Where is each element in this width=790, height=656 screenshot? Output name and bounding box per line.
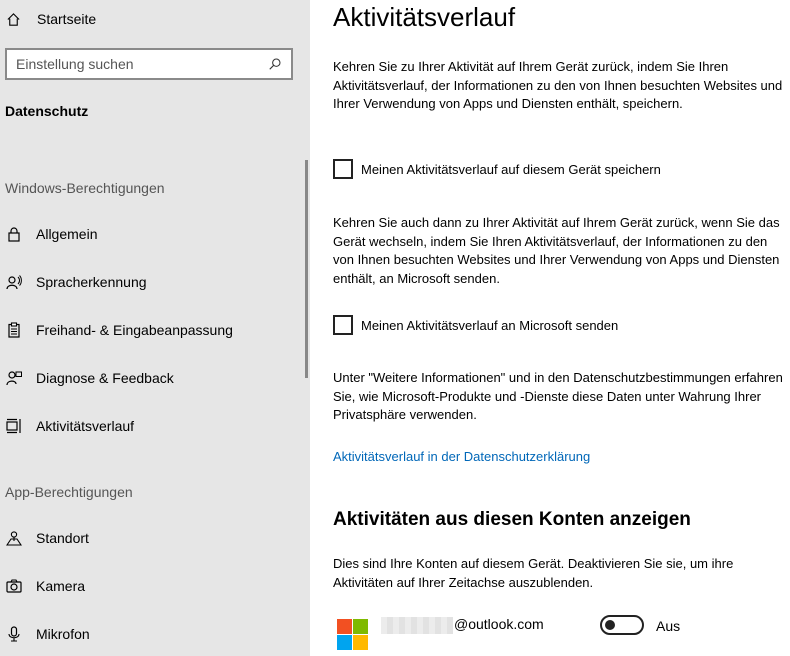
sidebar-item-freihand[interactable] xyxy=(0,310,300,350)
toggle-knob xyxy=(605,620,615,630)
accounts-section-title: Aktivitäten aus diesen Konten anzeigen xyxy=(333,509,691,530)
feedback-icon xyxy=(5,369,23,387)
page-title: Aktivitätsverlauf xyxy=(333,2,516,32)
send-activity-checkbox-row[interactable] xyxy=(333,315,618,335)
sidebar-item-label: Allgemein xyxy=(36,226,98,242)
sidebar-item-standort[interactable] xyxy=(0,518,300,558)
account-toggle[interactable] xyxy=(600,615,644,635)
sidebar-item-diagnose[interactable] xyxy=(0,358,300,398)
search-input[interactable] xyxy=(16,56,267,72)
sidebar-item-label: Freihand- & Eingabeanpassung xyxy=(36,322,233,338)
group-label-windows: Windows-Berechtigungen xyxy=(5,180,165,196)
save-activity-checkbox-row[interactable] xyxy=(333,159,661,179)
home-link[interactable] xyxy=(5,8,96,30)
send-activity-checkbox-label: Meinen Aktivitätsverlauf an Microsoft senden xyxy=(361,317,619,333)
microsoft-logo-icon xyxy=(337,619,368,650)
sidebar-item-spracherkennung[interactable] xyxy=(0,262,300,302)
account-row xyxy=(333,614,783,654)
sidebar-item-kamera[interactable] xyxy=(0,566,300,606)
save-activity-checkbox-label: Meinen Aktivitätsverlauf auf diesem Gerät speichern xyxy=(361,161,661,177)
speech-icon xyxy=(5,273,23,291)
send-info-text: Kehren Sie auch dann zu Ihrer Aktivität auf Ihrem Gerät zurück, wenn Sie das Gerät wechseln, indem Sie Ihren Aktivitätsverlauf, der Informationen zu den von Ihnen besuchten Websites und Ihrer Verwendung von Apps und Diensten enthält, an Microsoft senden. xyxy=(333,215,780,286)
microphone-icon xyxy=(5,625,23,643)
lock-icon xyxy=(5,225,23,243)
group-label-apps: App-Berechtigungen xyxy=(5,484,133,500)
sidebar-item-label: Diagnose & Feedback xyxy=(36,370,174,386)
privacy-info-text: Unter "Weitere Informationen" und in den Datenschutzbestimmungen erfahren Sie, wie Microsoft-Produkte und -Dienste diese Daten unter Wahrung Ihrer Privatsphäre verwenden. xyxy=(333,370,783,422)
sidebar-item-label: Standort xyxy=(36,530,89,546)
location-icon xyxy=(5,529,23,547)
intro-text: Kehren Sie zu Ihrer Aktivität auf Ihrem Gerät zurück, indem Sie Ihren Aktivitätsverlauf, der Informationen zu den von Ihnen besuchten Websites und Ihrer Verwendung von Apps und Diensten enthält, speichern. xyxy=(333,59,783,111)
redacted-account-name xyxy=(381,617,453,634)
sidebar-scrollbar[interactable] xyxy=(305,160,308,378)
home-label: Startseite xyxy=(37,11,97,27)
clipboard-icon xyxy=(5,321,23,339)
send-activity-checkbox[interactable] xyxy=(333,315,353,335)
sidebar xyxy=(0,0,310,656)
save-activity-checkbox[interactable] xyxy=(333,159,353,179)
sidebar-item-allgemein[interactable] xyxy=(0,214,300,254)
accounts-description: Dies sind Ihre Konten auf diesem Gerät. Deaktivieren Sie sie, um ihre Aktivitäten auf Ihrer Zeitachse auszublenden. xyxy=(333,556,734,590)
search-icon[interactable] xyxy=(267,56,283,72)
account-email: @outlook.com xyxy=(454,616,544,632)
camera-icon xyxy=(5,577,23,595)
sidebar-item-aktivitaetsverlauf[interactable] xyxy=(0,406,300,446)
home-icon xyxy=(5,11,21,27)
sidebar-item-label: Aktivitätsverlauf xyxy=(36,418,135,434)
section-title: Datenschutz xyxy=(5,103,89,119)
sidebar-item-label: Mikrofon xyxy=(36,626,90,642)
sidebar-item-mikrofon[interactable] xyxy=(0,614,300,654)
search-box[interactable] xyxy=(5,48,293,80)
sidebar-item-label: Spracherkennung xyxy=(36,274,147,290)
sidebar-item-label: Kamera xyxy=(36,578,86,594)
privacy-statement-link[interactable]: Aktivitätsverlauf in der Datenschutzerklärung xyxy=(333,449,591,464)
account-toggle-label: Aus xyxy=(656,618,681,634)
timeline-icon xyxy=(5,417,23,435)
